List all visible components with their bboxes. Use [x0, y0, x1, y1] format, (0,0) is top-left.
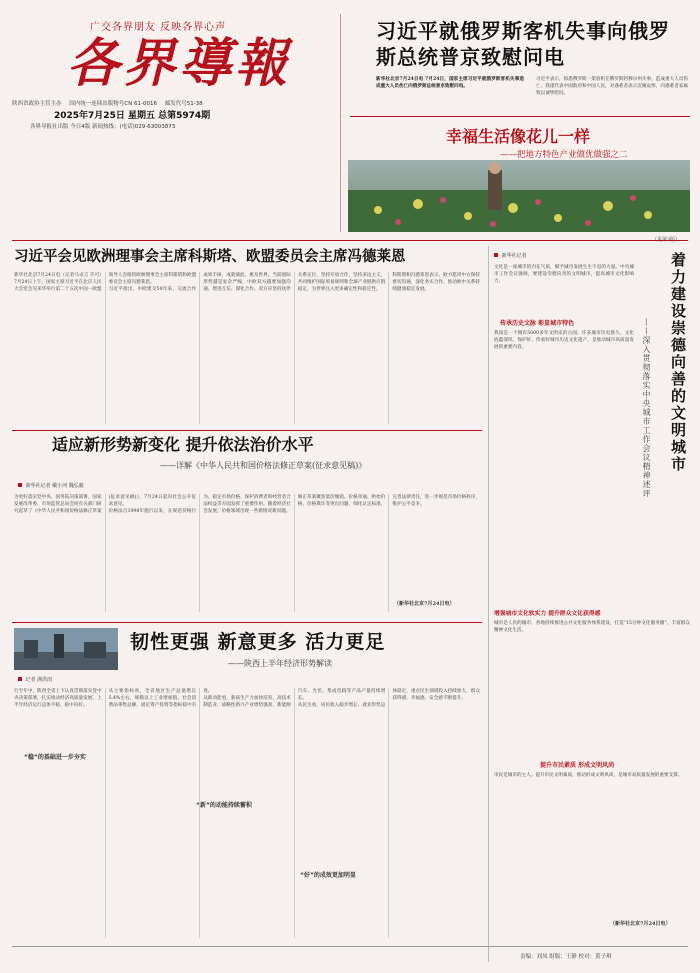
law-headline: 适应新形势新变化 提升依法治价水平 [52, 435, 314, 454]
banner-headline: 习近平就俄罗斯客机失事向俄罗斯总统普京致慰问电 [376, 19, 670, 69]
banner-col2: 习近平表示，惊悉俄罗斯一架客机在俄罗斯阿穆尔州失事，造成重大人员伤亡。我谨代表中国政府和中国人民，对遇难者表示沉痛哀悼，向遇难者家属致以诚挚慰问。 [536, 77, 688, 96]
law-subhead: ——详解《中华人民共和国价格法修正草案(征求意见稿)》 [160, 461, 367, 470]
column-kicker: 新华社记者 [494, 252, 527, 259]
economy-headline: 韧性更强 新意更多 活力更足 [130, 631, 386, 653]
law-body: 为更好落实党中央、国务院决策部署，国家发展改革委、市场监管总局会同有关部门研究起草了《中华人民共和国价格法修正草案(征求意见稿)》，7月24日起向社会公开征求意见。 价格法自1998年施行以来，在规范价格行为、稳定市场价格、保护消费者和经营者合法权益等方面发挥了重要作用。随着经济社会发展，价格领域出现一些新情况新问题。 修正草案聚焦低价倾销、价格串通、哄抬价格、价格欺诈等突出问题，细化认定标准，完善法律责任，进一步规范市场价格秩序，维护公平竞争。 [14, 495, 480, 514]
masthead-contact: 各界导报社出版 今日4版 新闻热线：(电话)029-63003873 [30, 124, 176, 130]
lead-headline: 习近平会见欧洲理事会主席科斯塔、欧盟委员会主席冯德莱恩 [14, 249, 406, 265]
footer-editors: 责编：刘凤 组版：王静 校对：黄子琪 [520, 954, 612, 960]
column-credit: （新华社北京7月24日电） [610, 921, 671, 927]
economy-subhead: ——陕西上半年经济形势解读 [228, 659, 332, 668]
column-section-3: 提升市民素质 形成文明风尚 [540, 762, 615, 769]
law-kicker: 新华社记者 戴小河 魏弘毅 [18, 482, 84, 489]
column-section-2: 增强城市文化软实力 提升群众文化获得感 [494, 611, 601, 617]
divider [12, 430, 482, 431]
economy-body: 行至年中，陕西全省上下认真贯彻落实党中央决策部署，扎实推动经济高质量发展，上半年经济运行总体平稳、稳中向好。 从主要指标看，全省地区生产总值增长5.4%左右，规模以上工业增加值、社会消费品零售总额、固定资产投资等指标稳中有进。 从新动能看，新质生产力加快培育，高技术制造业、战略性新兴产业增势强劲，新能源汽车、光伏、集成电路等产品产量持续增长。 从民生看，居民收入稳步增长，就业形势总体稳定，重点民生领域投入持续加大，群众获得感、幸福感、安全感不断提升。 [14, 689, 480, 708]
lead-body: 新华社北京7月24日电（记者马卓言 许可）7月24日上午，国家主席习近平在北京人民大会堂会见来华举行第二十五次中国－欧盟领导人会晤的欧洲理事会主席科斯塔和欧盟委员会主席冯德莱恩。 习近平指出，中欧建交50年来，交流合作成果丰硕，成就彼此、惠及世界。当前国际形势越是复杂严峻，中欧双方越要加强沟通、增进互信、深化合作。双方应坚持伙伴关系定位，坚持开放合作，坚持多边主义，共同维护国际贸易规则和全球产业链供应链稳定，为世界注入更多确定性和稳定性。 科斯塔和冯德莱恩表示，欧方愿同中方保持密切沟通，深化务实合作，推动欧中关系持续健康稳定发展。 [14, 273, 480, 292]
column-section-1: 传承历史文脉 彰显城市特色 [500, 320, 575, 327]
economy-sub-2: “新”的动能持续蓄积 [196, 802, 252, 809]
camera-icon [494, 253, 498, 257]
camera-icon [18, 677, 22, 681]
divider [12, 240, 688, 241]
masthead-logo: 各界導報 [67, 33, 292, 94]
economy-sub-1: “稳”的基础进一步夯实 [24, 754, 86, 761]
feature-title: 幸福生活像花儿一样 [446, 127, 591, 146]
divider [350, 116, 690, 117]
divider [340, 14, 341, 232]
feature-subtitle: ——把地方特色产业做优做强之二 [500, 150, 628, 160]
masthead-publisher: 陕西省政协主管主办 国内统一连续出版物号CN 61-0016 邮发代号51-38 [12, 101, 203, 107]
economy-sub-3: “好”的成效更加明显 [300, 872, 356, 879]
masthead-date: 2025年7月25日 星期五 总第5974期 [54, 111, 211, 121]
divider [12, 622, 482, 623]
column-body-2: 我国是一个拥有5000多年文明史的古国，许多城市历史悠久、文化底蕴深厚。保护好、传承好城市历史文化遗产，是推动城市高质量发展的重要内容。 [494, 331, 634, 350]
economy-photo [14, 628, 118, 670]
camera-icon [18, 483, 22, 487]
masthead-slogan: 广交各界朋友 反映各界心声 [90, 22, 227, 33]
masthead [12, 12, 332, 136]
column-body-3: 城市是人民的城市。各地持续推进公共文化服务体系建设，打造“15分钟文化服务圈”，丰富群众精神文化生活。 [494, 621, 690, 633]
divider [488, 246, 489, 962]
flower-field-photo [348, 160, 690, 232]
law-credit: （新华社北京7月24日电） [394, 601, 455, 607]
economy-kicker: 记者 满洪雨 [18, 676, 52, 683]
divider [12, 946, 688, 947]
column-headline: 着力建设崇德向善的文明城市 [669, 252, 687, 473]
feature-photo [348, 160, 690, 232]
column-body-4: 市民是城市的主人。提升市民文明素质，推动形成文明风尚，是城市高质量发展的重要支撑。 [494, 773, 683, 778]
factory-photo [14, 628, 118, 670]
banner-lead: 新华社北京7月24日电 7月24日，国家主席习近平就俄罗斯客机失事造成重大人员伤亡向俄罗斯总统普京致慰问电。 [376, 77, 524, 89]
column-body-1: 文化是一座城市的内在气质，赋予城市发展生生不息的力量。中央城市工作会议强调，要建设崇德向善的文明城市，提高城市文化影响力。 [494, 265, 634, 284]
column-subhead: ——深入贯彻落实中央城市工作会议精神述评 [642, 318, 651, 498]
